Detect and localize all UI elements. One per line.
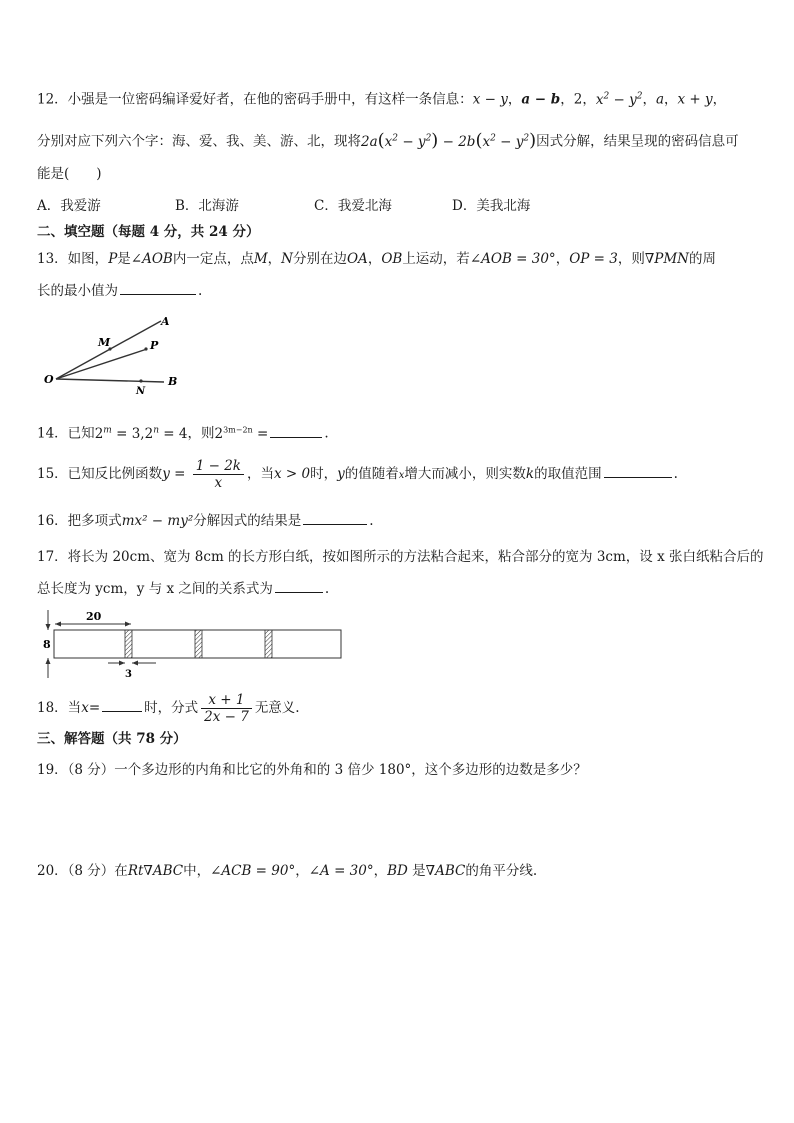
- eq: =: [169, 466, 190, 482]
- t: 分别在边: [292, 251, 347, 267]
- exp-n: n: [153, 425, 159, 435]
- label-n: N: [136, 386, 146, 396]
- cond-x-positive: x > 0: [274, 466, 311, 482]
- t: 无意义.: [254, 700, 300, 716]
- eq: = 3,2: [111, 425, 154, 442]
- cond-2m: [95, 426, 188, 442]
- numerator: x + 1: [201, 692, 252, 709]
- sep: ，: [560, 91, 574, 108]
- q17-line1: 17．将长为 20cm、宽为 8cm 的长方形白纸，按如图所示的方法粘合起来，粘合部分的宽为 3cm，设 x 张白纸粘合后的: [37, 549, 764, 565]
- target-expr: [214, 426, 268, 442]
- option-c: C．我爱北海: [314, 198, 392, 214]
- q15: 15．已知反比例函数y = $\frac{1 - 2k}{x}$ ，当x > 0时，y的值随着x增大而减小，则实数k的取值范围 .: [37, 458, 678, 491]
- point-n: N: [281, 251, 293, 267]
- dot-n: [139, 379, 142, 382]
- t: 的周: [688, 251, 716, 267]
- figure-paper-strips: [38, 606, 348, 682]
- denominator: 2x − 7: [204, 709, 249, 725]
- t: 20．（8 分）在: [37, 863, 128, 879]
- figure-angle-aob: [40, 312, 190, 396]
- section-3-heading: 三、解答题（共 78 分）: [37, 731, 187, 747]
- sep: ，: [664, 91, 678, 108]
- arrowhead: [55, 622, 61, 627]
- triangle-rt-abc: Rt∇ABC: [127, 863, 184, 879]
- var-y: y: [162, 466, 170, 482]
- expr-x-plus-y: x + y: [677, 91, 713, 108]
- ray-oa: OA: [346, 251, 368, 267]
- exp: 3m−2n: [223, 425, 253, 434]
- expr-x-minus-y: x − y: [472, 91, 508, 108]
- factor-expression: $2a(x^2 - y^2) - 2b(x^2 - y^2)$: [361, 129, 537, 151]
- arrowhead: [125, 622, 131, 627]
- q14: 14．已知$2^m = 3,2^n = 4$，则$2^{3m-2n}$ = .: [37, 420, 329, 444]
- answer-blank[interactable]: [102, 697, 142, 712]
- label-m: M: [98, 336, 111, 349]
- base: 2: [94, 425, 104, 442]
- overlap-3: [265, 630, 272, 658]
- answer-blank[interactable]: [303, 510, 367, 525]
- q12-text: 能是( ): [37, 166, 102, 182]
- eq: =: [252, 425, 269, 442]
- t: 长的最小值为: [37, 283, 118, 299]
- cond-a: ∠A = 30°: [308, 863, 374, 879]
- answer-blank[interactable]: [604, 463, 672, 478]
- t: 时，分式: [144, 700, 199, 716]
- t: 总长度为 ycm，y 与 x 之间的关系式为: [37, 581, 273, 597]
- q19: 19．（8 分）一个多边形的内角和比它的外角和的 3 倍少 180°，这个多边形的边数是多少？: [37, 762, 587, 778]
- answer-blank[interactable]: [120, 280, 196, 295]
- var-y: y: [337, 466, 345, 482]
- t: =: [88, 700, 101, 716]
- sep: ，: [582, 91, 596, 108]
- fraction-1-2k-over-x: [193, 458, 244, 491]
- label-p: P: [150, 339, 159, 352]
- overlap-2: [195, 630, 202, 658]
- dim-8-label: 8: [43, 638, 51, 651]
- option-a: A．我爱游: [37, 198, 101, 214]
- expr-2: 2: [573, 91, 583, 108]
- dim-3-label: 3: [125, 669, 132, 680]
- q13-line1: [37, 249, 716, 269]
- q12-line3: [37, 164, 102, 184]
- var-x: x: [81, 700, 89, 716]
- polynomial: mx² − my²: [121, 513, 194, 529]
- t: 是: [117, 251, 131, 267]
- arrowhead: [46, 658, 51, 664]
- expr-a: a: [655, 91, 665, 108]
- q17-line2: 总长度为 ycm，y 与 x 之间的关系式为 .: [37, 578, 329, 599]
- t: ，: [373, 863, 388, 879]
- arrowhead: [46, 624, 51, 630]
- t: 的角平分线.: [465, 863, 538, 879]
- t: ，: [367, 251, 382, 267]
- q16: 16．把多项式mx² − my²分解因式的结果是 .: [37, 510, 374, 531]
- q12-text: 分别对应下列六个字：海、爱、我、美、游、北，现将: [37, 133, 361, 150]
- segment-bd: BD: [387, 863, 408, 879]
- angle-aob: ∠AOB: [130, 251, 173, 267]
- ray-ob-line: [56, 379, 164, 382]
- t: 分解因式的结果是: [193, 513, 302, 529]
- t: ，则: [187, 425, 215, 442]
- ray-ob: OB: [381, 251, 403, 267]
- q12-text: 因式分解，结果呈现的密码信息可: [536, 133, 739, 150]
- denominator: x: [214, 475, 223, 491]
- condition-angle: ∠AOB = 30°: [469, 251, 556, 267]
- t: 时，: [310, 466, 338, 482]
- point-m: M: [253, 251, 268, 267]
- sep: ，: [642, 91, 656, 108]
- condition-op: OP = 3: [569, 251, 618, 267]
- label-o: O: [44, 373, 54, 386]
- dim-20-label: 20: [86, 610, 102, 623]
- t: 18．当: [37, 700, 82, 716]
- t: ，则: [617, 251, 645, 267]
- t: ，: [295, 863, 309, 879]
- t: 15．已知反比例函数: [37, 466, 163, 482]
- t: ，: [555, 251, 570, 267]
- exp: 2: [636, 91, 643, 101]
- sep: ，: [507, 91, 522, 108]
- triangle-abc: ∇ABC: [425, 863, 466, 879]
- q18: [37, 690, 300, 726]
- t: 14．已知: [37, 425, 95, 442]
- t: 16．把多项式: [37, 513, 122, 529]
- q13-line2: 长的最小值为 .: [37, 280, 202, 301]
- eq4: = 4: [159, 425, 188, 442]
- option-d: D．美我北海: [452, 198, 531, 214]
- minus-y: − y: [609, 91, 637, 108]
- var-x: x: [398, 470, 405, 481]
- exp: 2: [603, 91, 610, 101]
- expr-a-minus-b: a − b: [521, 91, 561, 108]
- triangle-pmn: ∇PMN: [644, 251, 689, 267]
- expr-x2-minus-y2: [596, 92, 643, 108]
- base: 2: [214, 425, 224, 442]
- var-k: k: [525, 466, 535, 482]
- q12-text: 12．小强是一位密码编译爱好者，在他的密码手册中，有这样一条信息：: [37, 91, 473, 108]
- t: 的值随着: [344, 466, 399, 482]
- arrowhead: [119, 661, 125, 666]
- overlap-1: [125, 630, 132, 658]
- fraction-x1-over-2x7: [201, 692, 252, 725]
- cond-acb: ∠ACB = 90°: [210, 863, 296, 879]
- t: 是: [407, 863, 426, 879]
- t: 增大而减小，则实数: [404, 466, 526, 482]
- answer-blank[interactable]: [275, 578, 323, 593]
- t: ，: [267, 251, 282, 267]
- q12-line1: [37, 86, 726, 110]
- point-p: P: [108, 251, 118, 267]
- q20: [37, 861, 537, 881]
- t: 的取值范围: [534, 466, 602, 482]
- dot-p: [144, 347, 147, 350]
- t: 13．如图，: [37, 251, 109, 267]
- x: x: [595, 91, 604, 108]
- answer-blank[interactable]: [270, 423, 322, 438]
- t: 内一定点，点: [172, 251, 254, 267]
- t: 中，: [183, 863, 211, 879]
- label-b: B: [168, 375, 178, 388]
- q12-line2: [37, 128, 739, 152]
- t: 上运动，若: [402, 251, 470, 267]
- exp-m: m: [103, 425, 112, 435]
- label-a: A: [161, 315, 170, 328]
- option-b: B．北海游: [175, 198, 239, 214]
- section-2-heading: 二、填空题（每题 4 分，共 24 分）: [37, 224, 260, 240]
- t: ，当: [247, 466, 274, 482]
- sep: ，: [712, 91, 727, 108]
- numerator: 1 − 2k: [193, 458, 244, 475]
- arrowhead: [132, 661, 138, 666]
